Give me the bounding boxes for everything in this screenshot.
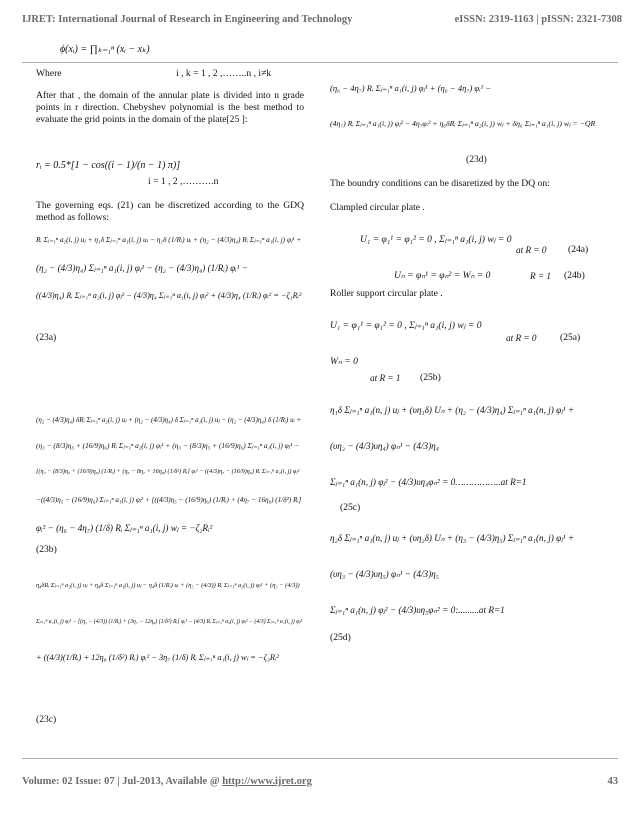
eq23b-line2: (η₃ − (8/3)η₅ + (16/9)η₆) Rᵢ Σⱼ₌₁ⁿ a₂(i, j) φⱼ¹ + (η₃ − (8/3)η₅ + (16/9)η₆) Σⱼ₌₁ⁿ a₁(i, j) φⱼ¹ −: [36, 441, 300, 450]
product-formula: ϕ(xᵢ) = ∏ₖ₌₁ⁿ (xᵢ − xₖ): [60, 44, 150, 55]
roller-title: Roller support circular plate .: [330, 288, 443, 299]
eq23b-line1: (η₂ − (4/3)η₄) δRᵢ Σⱼ₌₁ⁿ a₂(i, j) uⱼ + (η₂ − (4/3)η₄) δ Σⱼ₌₁ⁿ a₁(i, j) uⱼ − (η₂ − (4/3)η₄) δ (1/Rᵢ) uᵢ +: [36, 416, 302, 424]
eq25d-line2: (υη₃ − (4/3)υη₅) φₙ¹ − (4/3)η₅: [330, 569, 439, 579]
chebyshev-formula: rᵢ = 0.5*[1 − cos((i − 1)/(n − 1) π)]: [36, 160, 181, 171]
eq24a-condition: at R = 0: [516, 245, 547, 255]
eq25d-line3: Σⱼ₌₁ⁿ a₁(n, j) φⱼ² − (4/3)υη₅φₙ² = 0:.........at R=1: [330, 605, 505, 615]
issn-info: eISSN: 2319-1163 | pISSN: 2321-7308: [454, 14, 622, 25]
eq23d-line1: (η₆ − 4η₇) Rᵢ Σⱼ₌₁ⁿ a₁(i, j) φⱼ¹ + (η₆ − 4η₇) φᵢ¹ −: [330, 83, 492, 93]
eq25d-line1: η₂δ Σⱼ₌₁ⁿ a₁(n, j) uⱼ + (υη₂δ) Uₙ + (η₃ − (4/3)η₅) Σⱼ₌₁ⁿ a₁(n, j) φⱼ¹ +: [330, 533, 575, 543]
eq25a-label: (25a): [560, 332, 581, 343]
journal-title: IJRET: International Journal of Research in Engineering and Technology: [22, 14, 353, 25]
where-label: Where: [36, 68, 62, 79]
eq23a-line3: ((4/3)η₄) Rᵢ Σⱼ₌₁ⁿ a₂(i, j) φⱼ² − (4/3)η₄ Σⱼ₌₁ⁿ a₁(i, j) φⱼ² + (4/3)η₄ (1/Rᵢ) φᵢ² = −ζ₁Rᵢ²: [36, 291, 302, 300]
eq23a-label: (23a): [36, 332, 57, 343]
eq24b-label: (24b): [564, 270, 585, 281]
eq23b-label: (23b): [36, 544, 57, 555]
where-range: i , k = 1 , 2 ,……..n , i≠k: [176, 68, 272, 79]
eq25b-label: (25b): [420, 372, 441, 383]
eq25c-line3: Σⱼ₌₁ⁿ a₁(n, j) φⱼ² − (4/3)υη₄φₙ² = 0……………..at R=1: [330, 477, 527, 487]
paragraph-governing: The governing eqs. (21) can be discretized according to the GDQ method as follows:: [36, 200, 304, 223]
page-header: [22, 14, 622, 32]
eq23b-line4: −((4/3)η₅ − (16/9)η₆) Σⱼ₌₁ⁿ a₁(i, j) φⱼ² + [((4/3)η₅ − (16/9)η₆) (1/Rᵢ) + (4η₇ − 16η₈) (1/δ²) Rᵢ]: [36, 496, 302, 504]
eq23c-label: (23c): [36, 714, 57, 725]
chebyshev-range: i = 1 , 2 ,……….n: [148, 176, 219, 187]
eq25c-line2: (υη₂ − (4/3)υη₄) φₙ¹ − (4/3)η₄: [330, 441, 439, 451]
eq24a-formula: U₁ = φ₁¹ = φ₁² = 0 , Σⱼ₌₁ⁿ a₁(i, j) wⱼ = 0: [360, 234, 512, 245]
eq23d-label: (23d): [466, 154, 487, 165]
bc-intro-text: The boundry conditions can be disaretized by the DQ on:: [330, 178, 550, 189]
eq23d-line2: (4η₇) Rᵢ Σⱼ₌₁ⁿ a₁(i, j) φⱼ² − 4η₇φᵢ² + η₆δRᵢ Σⱼ₌₁ⁿ a₂(i, j) wⱼ + δη₆ Σⱼ₌₁ⁿ a₁(i, j) wⱼ = −QR: [330, 119, 596, 128]
clamped-title: Clampled circular plate .: [330, 202, 425, 213]
eq23b-line3: [(η₃ − (8/3)η₅ + (16/9)η₆) (1/Rᵢ) + (η₆ − 8η₇ + 16η₈) (1/δ²) Rᵢ] φᵢ¹ − ((4/3)η₅ − (16/9)η₆) Rᵢ Σⱼ₌₁ⁿ a₂(i, j) φⱼ²: [36, 468, 300, 475]
eq23c-line3: + ((4/3)(1/Rᵢ) + 12η₈ (1/δ²) Rᵢ) φᵢ² − 3η₇ (1/δ) Rᵢ Σⱼ₌₁ⁿ a₁(i, j) wⱼ = −ζ₃Rᵢ²: [36, 653, 279, 662]
eq25b-condition: at R = 1: [370, 373, 401, 383]
footer-volume-info: [22, 776, 312, 787]
eq23a-line1: Rᵢ Σⱼ₌₁ⁿ a₂(i, j) uⱼ + η₁δ Σⱼ₌₁ⁿ a₁(i, j) uⱼ − η₁δ (1/Rᵢ) uᵢ + (η₂ − (4/3)η₄) Rᵢ Σⱼ₌₁ⁿ a₁(i, j) φⱼ¹ +: [36, 235, 302, 244]
journal-url-link[interactable]: http://www.ijret.org: [222, 776, 312, 787]
eq23c-line1: η₄δRᵢ Σⱼ₌₁ⁿ a₂(i, j) uⱼ + η₄δ Σⱼ₌₁ⁿ a₁(i, j) uⱼ − η₄δ (1/Rᵢ) uᵢ + (η₅ − (4/3)) Rᵢ Σⱼ₌₁ⁿ a₂(i, j) φⱼ¹ + (η₅ − (4/3)): [36, 582, 300, 589]
eq25b-formula: Wₙ = 0: [330, 356, 358, 367]
eq25c-label: (25c): [340, 502, 361, 513]
volume-text: Volume: 02 Issue: 07 | Jul-2013, Available @: [22, 776, 223, 787]
header-divider: [22, 62, 618, 63]
eq24a-label: (24a): [568, 244, 589, 255]
eq25d-label: (25d): [330, 632, 351, 643]
eq23a-line2: (η₂ − (4/3)η₄) Σⱼ₌₁ⁿ a₁(i, j) φⱼ¹ − (η₂ − (4/3)η₄) (1/Rᵢ) φᵢ¹ −: [36, 263, 248, 273]
eq25a-condition: at R = 0: [506, 333, 537, 343]
eq24b-formula: Uₙ = φₙ¹ = φₙ² = Wₙ = 0: [394, 270, 491, 281]
footer-divider: [22, 758, 618, 759]
eq25c-line1: η₁δ Σⱼ₌₁ⁿ a₁(n, j) uⱼ + (υη₁δ) Uₙ + (η₂ − (4/3)η₄) Σⱼ₌₁ⁿ a₁(n, j) φⱼ¹ +: [330, 405, 575, 415]
eq23b-line5: φᵢ² − (η₆ − 4η₇) (1/δ) Rᵢ Σⱼ₌₁ⁿ a₁(i, j) wⱼ = −ζ₂Rᵢ²: [36, 523, 213, 533]
page-number: 43: [607, 776, 618, 787]
eq24b-condition: R = 1: [530, 271, 551, 281]
eq23c-line2: Σⱼ₌₁ⁿ a₁(i, j) φⱼ¹ − [(η₅ − (4/3)) (1/Rᵢ) + (3η₇ − 12η₈) (1/δ²) Rᵢ] φᵢ¹ − (4/3) Rᵢ Σⱼ₌₁ⁿ a₂(i, j) φⱼ² − (4/3) Σⱼ₌₁ⁿ a₁(i, j) φⱼ²: [36, 619, 303, 625]
eq25a-formula: U₁ = φ₁¹ = φ₁² = 0 , Σⱼ₌₁ⁿ a₁(i, j) wⱼ = 0: [330, 320, 482, 331]
paragraph-domain: After that , the domain of the annular plate is divided into n grade points in r direction. Chebyshev polynomial is the best method to evaluate the grid points in the domain of the plate[25 ]:: [36, 90, 304, 125]
